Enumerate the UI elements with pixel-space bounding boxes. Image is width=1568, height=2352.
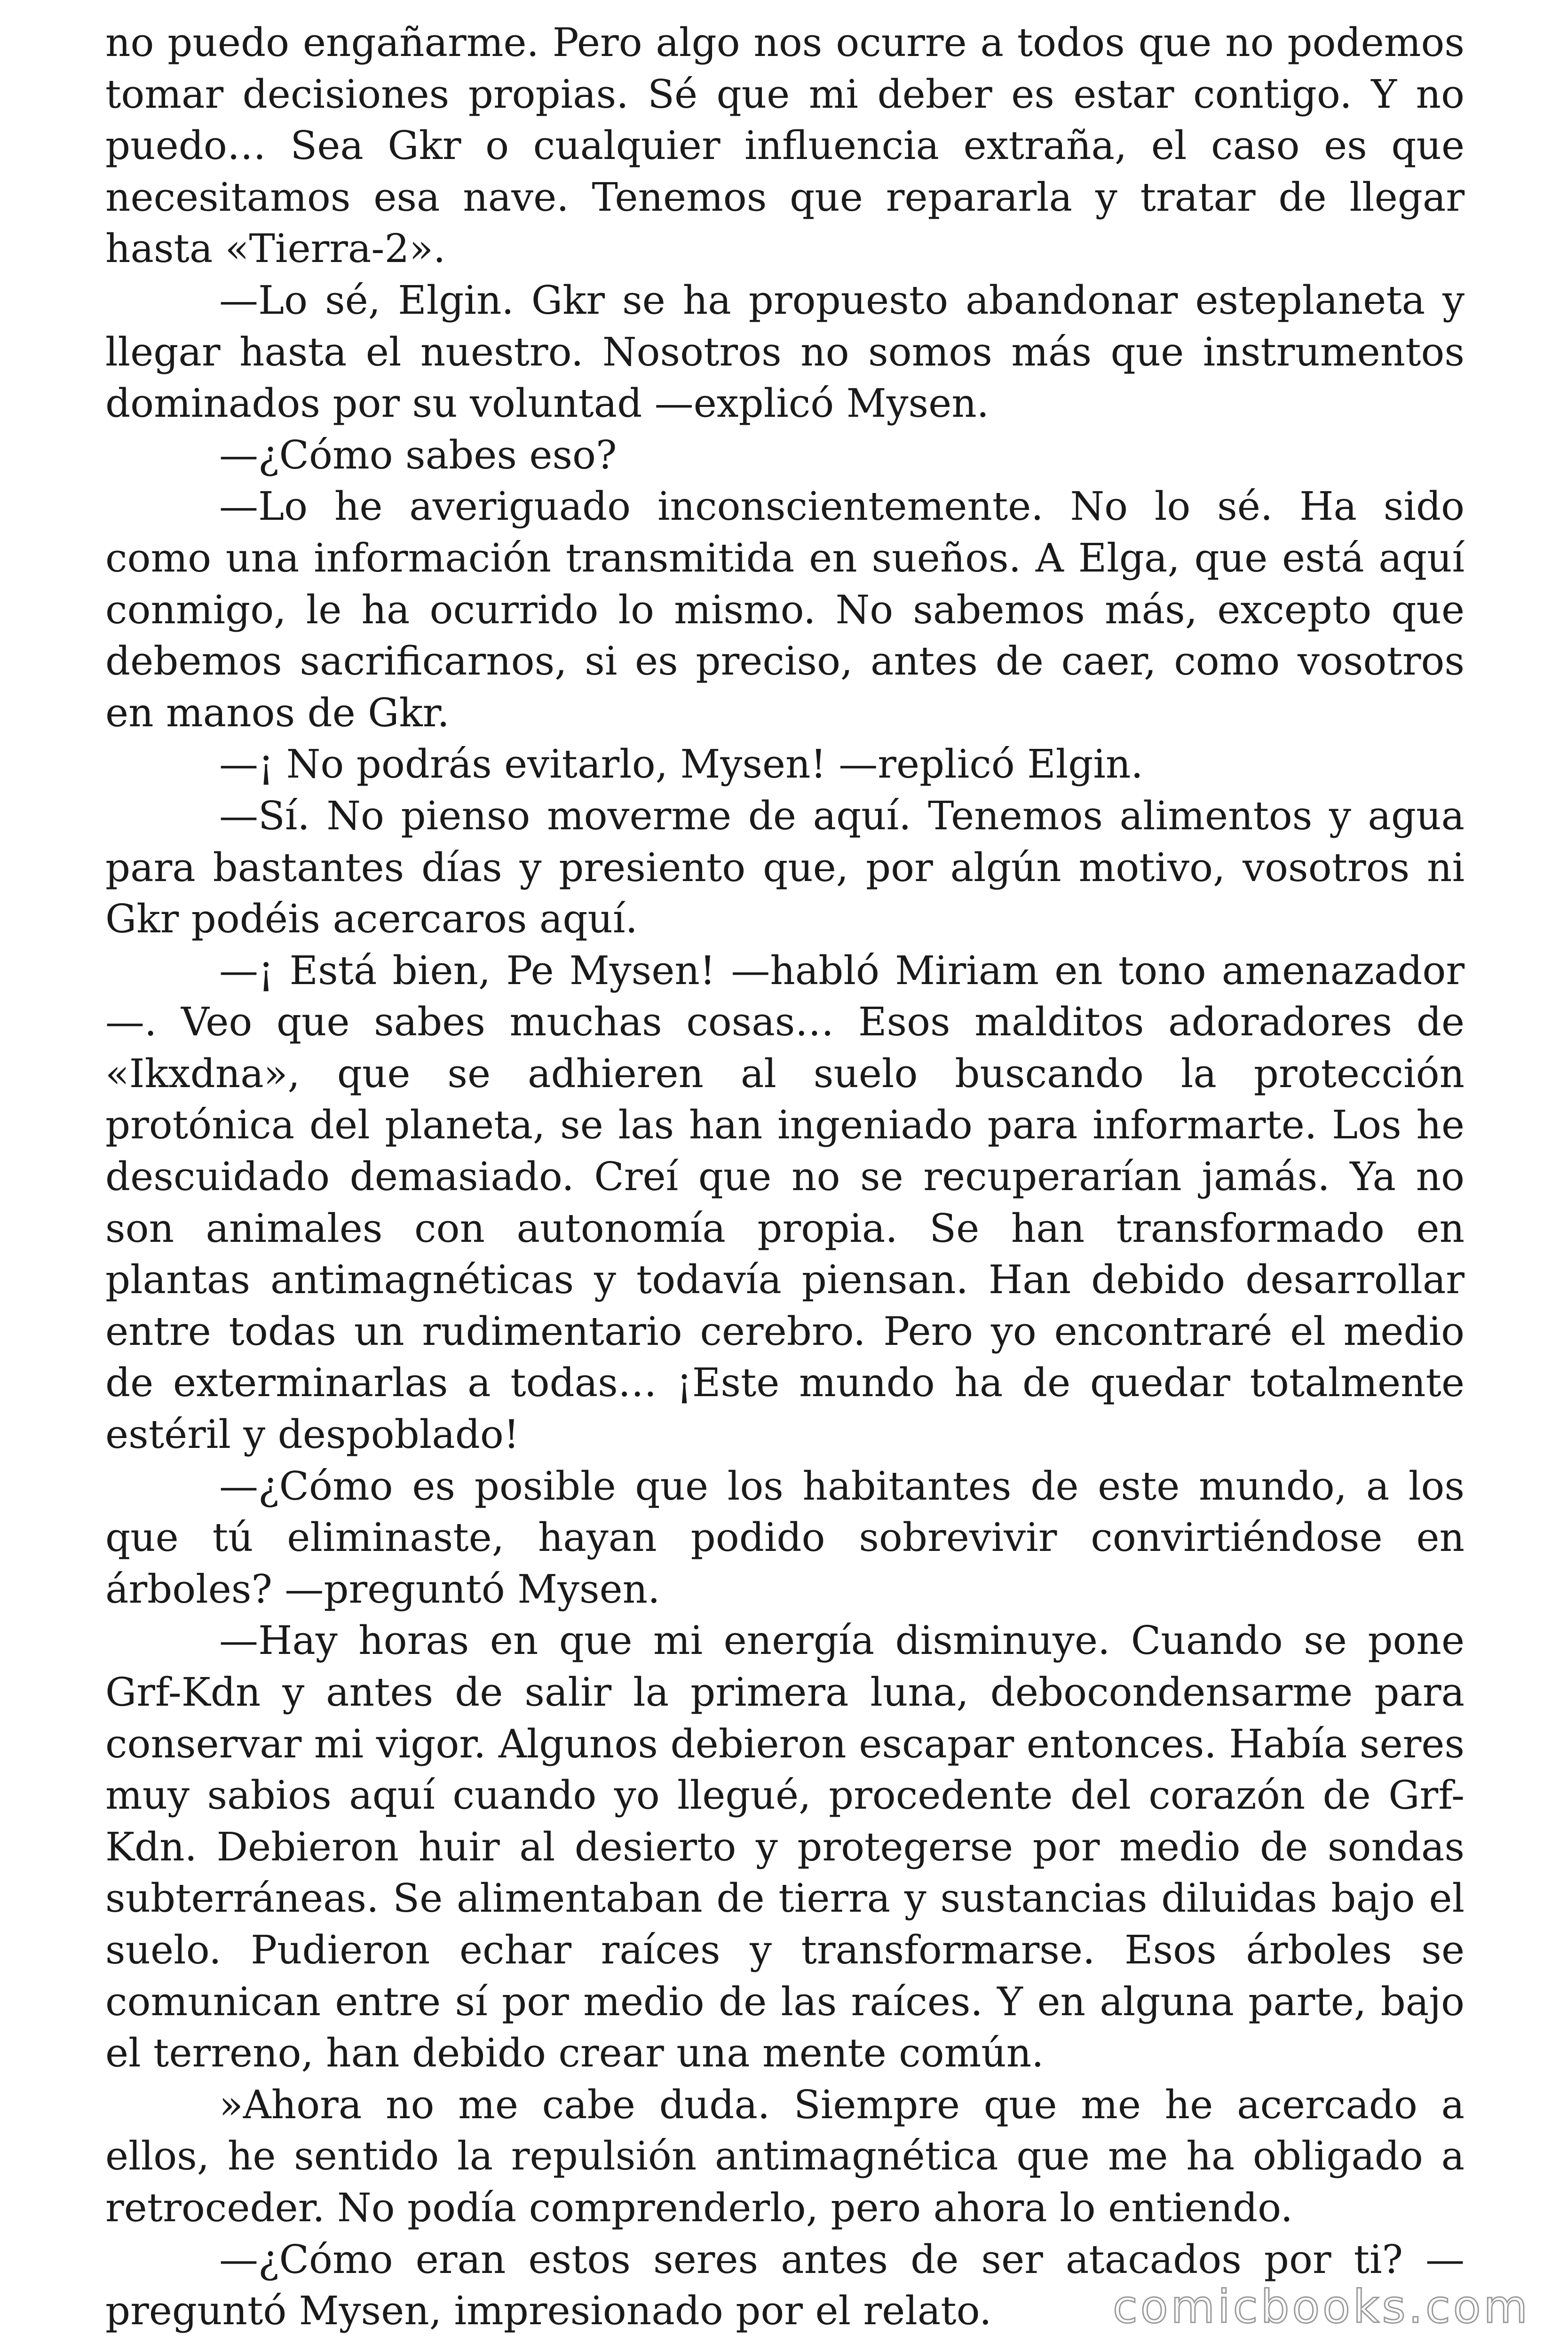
paragraph: —¿Cómo eran estos seres antes de ser atacados por ti? —preguntó Mysen, impresionado por el relato. xyxy=(105,2236,1465,2334)
paragraph: »Ahora no me cabe duda. Siempre que me he acercado a ellos, he sentido la repulsión antimagnética que me ha obligado a retroceder. No podía comprenderlo, pero ahora lo entiendo. xyxy=(105,2082,1465,2231)
paragraph: —Lo he averiguado inconscientemente. No lo sé. Ha sido como una información transmitida en sueños. A Elga, que está aquí conmigo, le ha ocurrido lo mismo. No sabemos más, excepto que debemos sacrificarnos, si es preciso, antes de caer, como vosotros en manos de Gkr. xyxy=(105,484,1465,736)
paragraph: —¡ Está bien, Pe Mysen! —habló Miriam en tono amenazador—. Veo que sabes muchas cosas… Esos malditos adoradores de «Ikxdna», que se adhieren al suelo buscando la protección protónica del planeta, se las han ingeniado para informarte. Los he descuidado demasiado. Creí que no se recuperarían jamás. Ya no son animales con autonomía propia. Se han transformado en plantas antimagnéticas y todavía piensan. Han debido desarrollar entre todas un rudimentario cerebro. Pero yo encontraré el medio de exterminarlas a todas… ¡Este mundo ha de quedar totalmente estéril y despoblado! xyxy=(105,947,1465,1458)
page-text xyxy=(105,17,1465,2337)
paragraph: —¿Cómo es posible que los habitantes de este mundo, a los que tú eliminaste, hayan podido sobrevivir convirtiéndose en árboles? —preguntó Mysen. xyxy=(105,1463,1465,1612)
paragraph-continuation: no puedo engañarme. Pero algo nos ocurre a todos que no podemos tomar decisiones propias. Sé que mi deber es estar contigo. Y no puedo… Sea Gkr o cualquier influencia extraña, el caso es que necesitamos esa nave. Tenemos que repararla y tratar de llegar hasta «Tierra-2». xyxy=(105,20,1465,272)
paragraph: —¡ No podrás evitarlo, Mysen! —replicó Elgin. xyxy=(219,741,1143,787)
watermark-text: comicbooks.com xyxy=(1112,2280,1530,2333)
paragraph: —¿Cómo sabes eso? xyxy=(219,432,617,478)
paragraph: —Hay horas en que mi energía disminuye. Cuando se pone Grf-Kdn y antes de salir la primera luna, debocondensarme para conservar mi vigor. Algunos debieron escapar entonces. Había seres muy sabios aquí cuando yo llegué, procedente del corazón de Grf-Kdn. Debieron huir al desierto y protegerse por medio de sondas subterráneas. Se alimentaban de tierra y sustancias diluidas bajo el suelo. Pudieron echar raíces y transformarse. Esos árboles se comunican entre sí por medio de las raíces. Y en alguna parte, bajo el terreno, han debido crear una mente común. xyxy=(105,1618,1465,2076)
paragraph: —Lo sé, Elgin. Gkr se ha propuesto abandonar esteplaneta y llegar hasta el nuestro. Nosotros no somos más que instrumentos dominados por su voluntad —explicó Mysen. xyxy=(105,277,1465,427)
paragraph: —Sí. No pienso moverme de aquí. Tenemos alimentos y agua para bastantes días y presiento que, por algún motivo, vosotros ni Gkr podéis acercaros aquí. xyxy=(105,793,1465,942)
